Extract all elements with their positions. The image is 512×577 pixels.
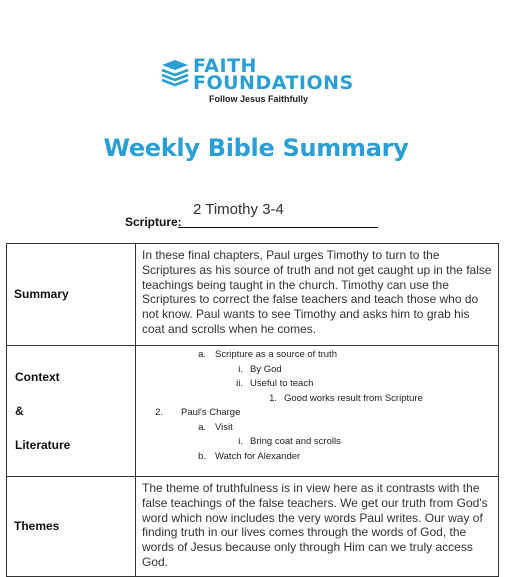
outline-item: 1. Good works result from Scripture — [269, 392, 423, 404]
outline-item: b. Watch for Alexander — [198, 450, 301, 462]
context-outline[interactable] — [136, 346, 499, 477]
table-row-context — [7, 346, 499, 477]
context-label-line3: Literature — [15, 438, 71, 452]
table-row-summary — [7, 244, 499, 346]
context-label — [7, 346, 136, 477]
context-label-line1: Context — [15, 370, 60, 384]
table-row-themes — [7, 477, 499, 577]
outline-item: ii. Useful to teach — [236, 378, 314, 389]
themes-text[interactable]: The theme of truthfulness is in view here as it contrasts with the false teachings of the false teachers. We get our truth from God's word which now includes the very words Paul writes. Our way of finding truth in our lives comes through the words of God, the words of Jesus because only through Him can we truly access God. — [136, 477, 499, 577]
outline-item: a. Visit — [198, 421, 233, 433]
summary-label: Summary — [7, 244, 136, 346]
outline-item: i. By God — [238, 363, 282, 375]
logo-tagline: Follow Jesus Faithfully — [209, 94, 309, 104]
outline-item: a. Scripture as a source of truth — [198, 349, 337, 360]
faith-foundations-logo — [160, 56, 360, 110]
stacked-books-icon — [160, 59, 190, 87]
themes-label: Themes — [7, 477, 136, 577]
outline-item: i. Bring coat and scrolls — [238, 436, 341, 447]
summary-text[interactable]: In these final chapters, Paul urges Timothy to turn to the Scriptures as his source of truth and not get caught up in the false teachings being taught in the church. Timothy can use the Scriptures to correct the false teachers and teach those who do not know. Paul wants to see Timothy and asks him to grab his coat and scrolls when he comes. — [136, 244, 499, 346]
context-label-line2: & — [15, 404, 24, 418]
page-title: Weekly Bible Summary — [103, 134, 409, 162]
summary-table — [6, 243, 499, 577]
scripture-label: Scripture: — [125, 215, 182, 229]
logo-wordmark-line1: FAITH — [193, 55, 257, 77]
outline-item: 2. Paul's Charge — [155, 407, 241, 418]
scripture-value[interactable]: 2 Timothy 3-4 — [193, 201, 284, 218]
logo-wordmark-line2: FOUNDATIONS — [193, 72, 354, 94]
scripture-underline — [178, 227, 378, 228]
